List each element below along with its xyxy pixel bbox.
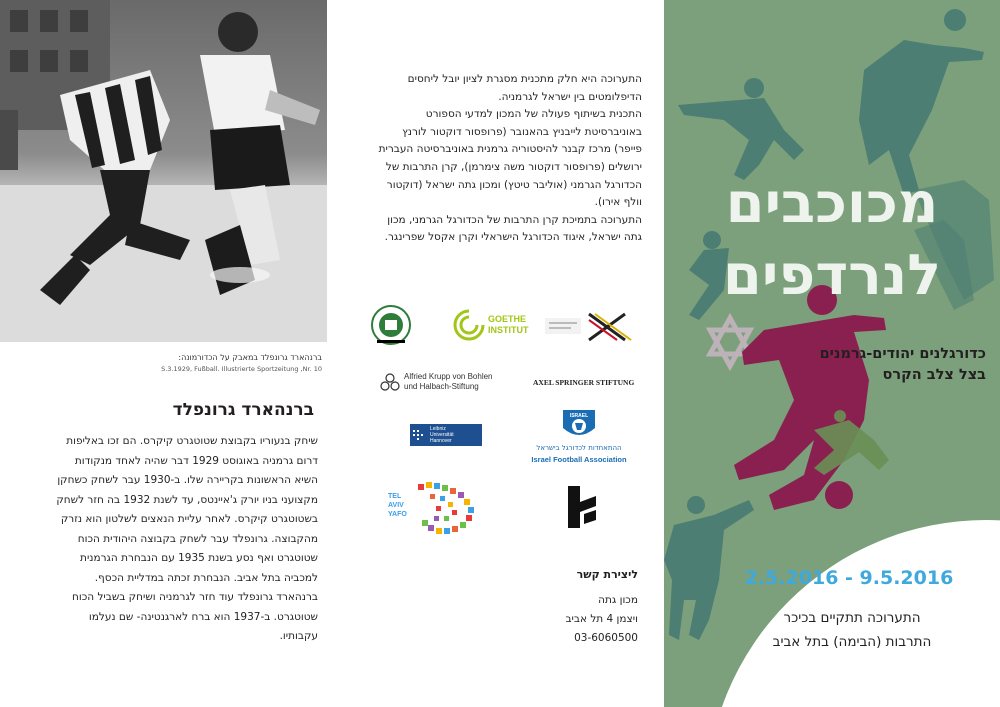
krupp-foundation-logo bbox=[380, 370, 500, 394]
exhibition-venue bbox=[664, 606, 1000, 654]
intro-line: הדיפלומטים בין ישראל לגרמניה. bbox=[498, 90, 642, 103]
intro-text bbox=[355, 71, 642, 247]
krupp-line-2: und Halbach-Stiftung bbox=[404, 382, 479, 391]
caption-line-1: ברנהארד גרונפלד במאבק על הכדורמונה: bbox=[178, 353, 322, 362]
intro-line: וולף אירו). bbox=[594, 196, 642, 209]
player-name-heading: ברנהארד גרונפלד bbox=[172, 400, 314, 420]
tlv-line-2: AVIV bbox=[388, 502, 404, 509]
goethe-line-1: GOETHE bbox=[488, 314, 527, 324]
bio-line: דרום גרמניה באוגוסט 1929 דבר שהיה לאחד מנקודות bbox=[74, 454, 318, 467]
venue-line-1: התערוכה תתקיים בכיכר bbox=[783, 610, 921, 626]
israel-germany-50-logo bbox=[545, 308, 637, 346]
contact-block bbox=[520, 568, 638, 648]
intro-line: גתה ישראל, איגוד הכדורגל הישראלי וקרן אקסל שפרינגר. bbox=[384, 231, 642, 244]
ifa-top-label: ISRAEL bbox=[569, 413, 589, 419]
bio-line: שטוטגרט. ב-1937 הוא ברח לארגנטינה- שם נעלמו bbox=[88, 610, 318, 623]
intro-line: התכנית בשיתוף פעולה של המכון למדעי הספורט bbox=[425, 108, 642, 121]
cover-panel bbox=[664, 0, 1000, 707]
intro-line: ירושלים (פרופסור דוקטור משה צימרמן), קרן התרבות של bbox=[385, 160, 642, 173]
subtitle-line-2: בצל צלב הקרס bbox=[882, 367, 986, 383]
intro-line: התערוכה בתמיכת קרן התרבות של הכדורגל הגרמני, מכון bbox=[387, 213, 642, 226]
player-bio bbox=[26, 432, 318, 647]
bio-line: השיא הראשונות בקריירה שלו. ב-1930 עבר לשחק כשחקן bbox=[57, 474, 318, 486]
bio-line: מקצועני בניו יורק ג'איינטס, עד לשנת 1932 בה חזר לשחק bbox=[56, 493, 318, 506]
goethe-line-2: INSTITUT bbox=[488, 325, 529, 335]
photo-caption bbox=[0, 352, 322, 375]
ifa-hebrew-label: ההתאחדות לכדורגל בישראל bbox=[536, 444, 622, 452]
contact-org: מכון גתה bbox=[598, 594, 638, 606]
krupp-line-1: Alfried Krupp von Bohlen bbox=[404, 372, 493, 381]
bio-line: שיחק בנעוריו בקבוצת שטוטגרט קיקרס. הם זכו באליפות bbox=[66, 435, 318, 447]
bio-line: ברנהארד גרונפלד עוד חזר לגרמניה ושיחק בשביל הכוח bbox=[71, 591, 318, 603]
ifa-english-label: Israel Football Association bbox=[531, 455, 627, 464]
contact-address: ויצמן 4 תל אביב bbox=[565, 613, 638, 625]
israel-football-association-logo bbox=[523, 408, 635, 466]
subtitle-line-1: כדורגלנים יהודים-גרמנים bbox=[819, 346, 986, 362]
axel-springer-logo: AXEL SPRINGER STIFTUNG bbox=[533, 378, 635, 387]
contact-phone: 03-6060500 bbox=[574, 632, 638, 644]
dfb-logo bbox=[370, 304, 412, 346]
caption-line-2: S.3.1929, Fußball. Illustrierte Sportzeitung ,Nr. 10 bbox=[161, 365, 322, 373]
football-photo bbox=[0, 0, 327, 342]
bio-line: בשטוטגרט קיקרס. לאחר עליית הנאצים לשלטון הוא נזרק bbox=[60, 513, 318, 525]
intro-line: הכדורגל הגרמני (אוליבר טיטץ) ומכון גתה ישראל (דוקטור bbox=[386, 178, 642, 191]
leibniz-line-3: Hannover bbox=[430, 438, 452, 444]
leibniz-line-2: Universität bbox=[430, 432, 454, 438]
bio-line: מהקבוצה. גרונפלד עבר לשחק בקבוצה היהודית הכוח bbox=[77, 532, 318, 545]
intro-line: באוניברסיטת לייבניץ בהאנובר (פרופסור דוקטור לורנץ bbox=[402, 125, 642, 138]
venue-line-2: התרבות (הבימה) בתל אביב bbox=[772, 634, 932, 650]
bio-line: למכביה בתל אביב. הנבחרת זכתה במדליית הכסף. bbox=[94, 571, 318, 584]
goethe-institut-logo bbox=[452, 308, 530, 344]
tlv-line-1: TEL bbox=[388, 493, 402, 500]
contact-title: ליצירת קשר bbox=[576, 568, 638, 581]
habima-logo bbox=[566, 484, 598, 530]
bio-line: שטוטגרט ואף נסע בשנת 1935 עם הנבחרת הגרמנית bbox=[80, 552, 318, 564]
cover-title-line-2: לנרדפים bbox=[722, 243, 942, 308]
cover-title-line-1: מכוכבים bbox=[725, 171, 939, 236]
intro-line: התערוכה היא חלק מתכנית מסגרת לציון יובל ליחסים bbox=[407, 73, 642, 85]
intro-line: פייפר) מרכז קבנר להיסטוריה גרמנית באוניברסיטה העברית bbox=[378, 143, 642, 156]
leibniz-line-1: Leibniz bbox=[430, 426, 446, 432]
cover-subtitle bbox=[686, 344, 986, 386]
leibniz-university-logo bbox=[410, 424, 482, 446]
tel-aviv-yafo-logo bbox=[388, 478, 488, 538]
tlv-line-3: YAFO bbox=[388, 511, 407, 518]
bio-line: עקבותיו. bbox=[279, 630, 318, 642]
exhibition-dates: 2.5.2016 - 9.5.2016 bbox=[744, 567, 954, 589]
